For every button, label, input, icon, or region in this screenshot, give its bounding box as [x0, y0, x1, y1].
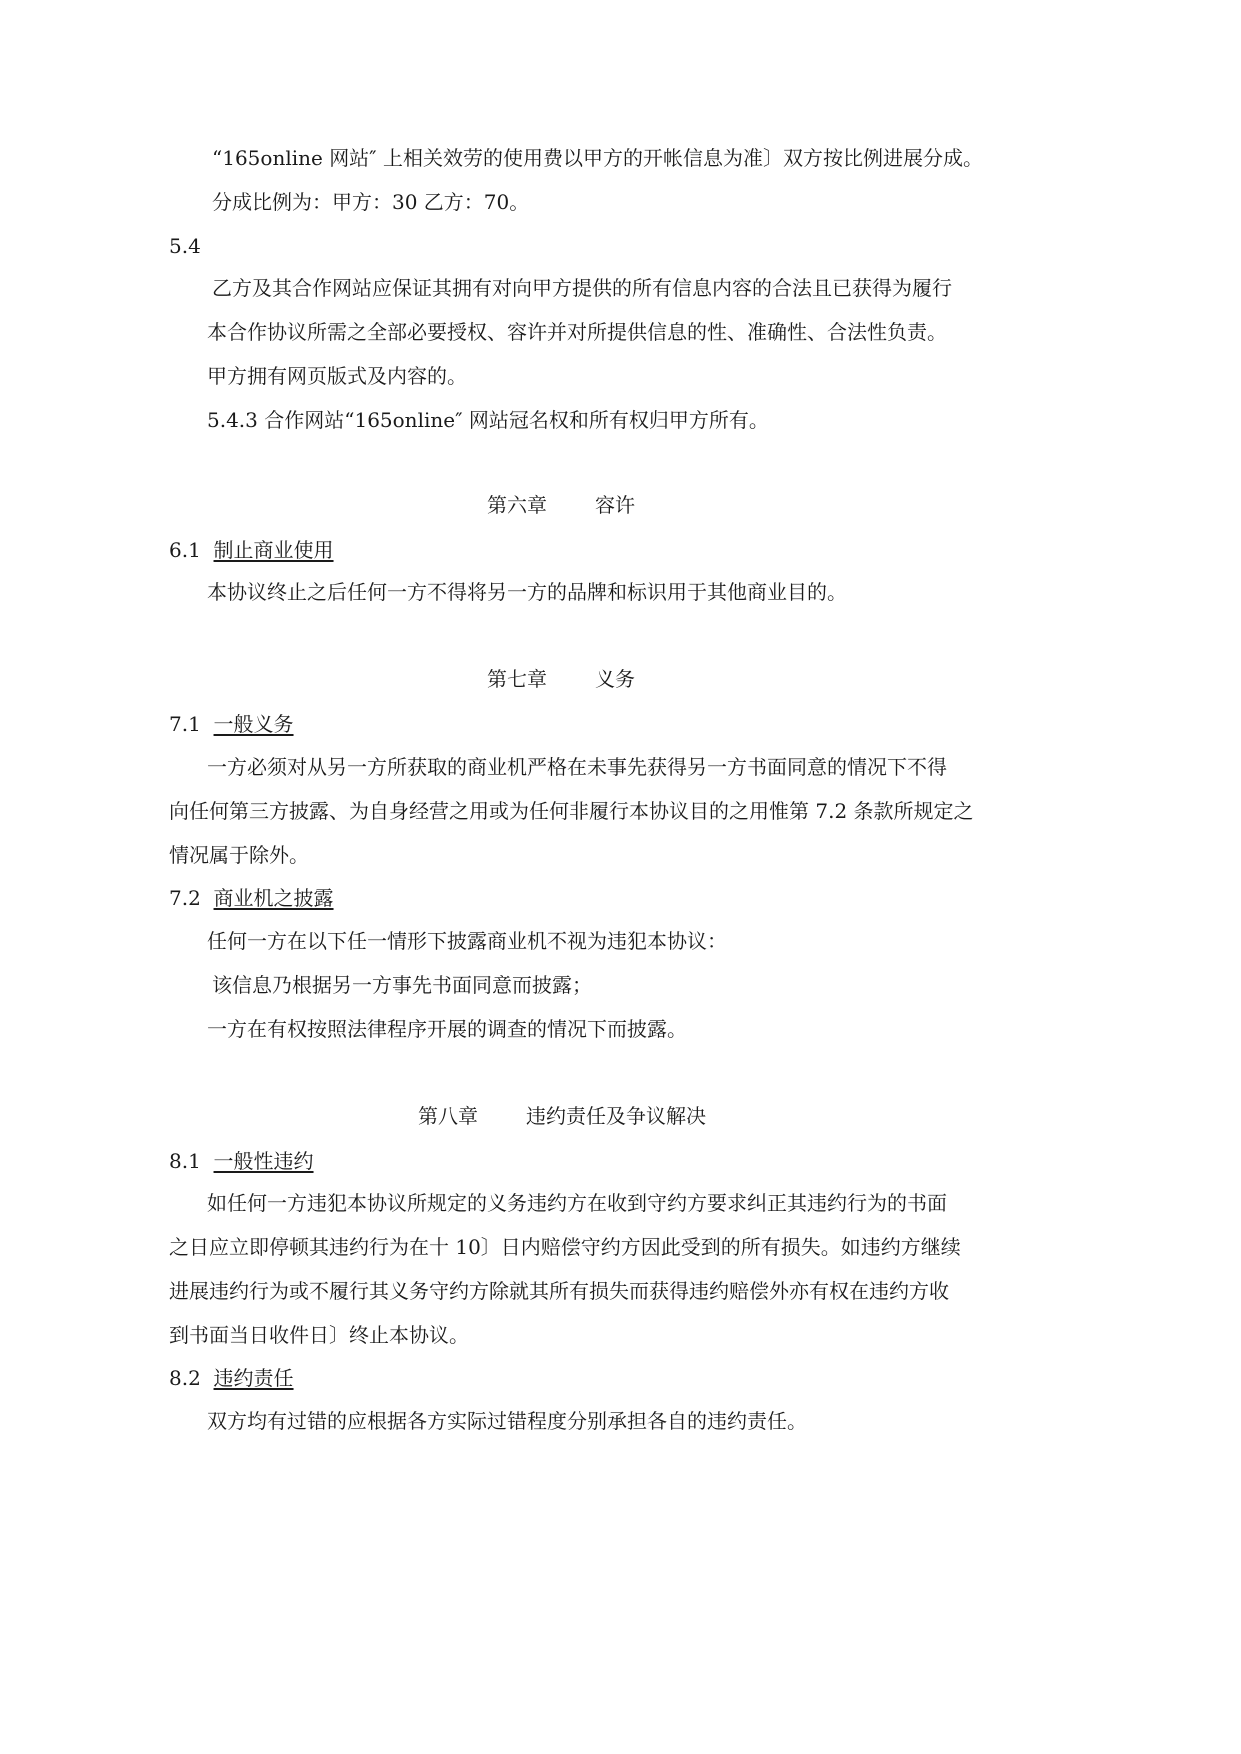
chapter-title: 容许: [595, 493, 635, 517]
paragraph-line: 该信息乃根据另一方事先书面同意而披露；: [212, 973, 592, 997]
section-heading: [169, 1364, 294, 1392]
paragraph-line: 进展违约行为或不履行其义务守约方除就其所有损失而获得违约赔偿外亦有权在违约方收: [169, 1279, 949, 1303]
paragraph-line: 到书面当日收件日〕终止本协议。: [169, 1323, 469, 1347]
section-heading: [169, 536, 334, 564]
paragraph-line: 如任何一方违犯本协议所规定的义务违约方在收到守约方要求纠正其违约行为的书面: [207, 1191, 947, 1215]
section-title: 一般性违约: [213, 1149, 314, 1173]
section-title: 制止商业使用: [213, 538, 334, 562]
paragraph-line: 本合作协议所需之全部必要授权、容许并对所提供信息的性、准确性、合法性负责。: [207, 320, 947, 344]
chapter-heading: [487, 665, 635, 693]
section-number: 5.4: [169, 234, 201, 258]
paragraph-line: 本协议终止之后任何一方不得将另一方的品牌和标识用于其他商业目的。: [207, 580, 847, 604]
chapter-title: 违约责任及争议解决: [526, 1104, 706, 1128]
section-title: 商业机之披露: [213, 886, 334, 910]
paragraph-line: 情况属于除外。: [169, 843, 309, 867]
section-number: 8.1: [169, 1149, 201, 1173]
chapter-number: 第六章: [487, 493, 547, 517]
paragraph-line: “165online 网站″ 上相关效劳的使用费以甲方的开帐信息为准〕双方按比例进展分成。: [212, 146, 984, 170]
paragraph-line: 乙方及其合作网站应保证其拥有对向甲方提供的所有信息内容的合法且已获得为履行: [212, 276, 952, 300]
section-number: 6.1: [169, 538, 201, 562]
paragraph-line: 一方必须对从另一方所获取的商业机严格在未事先获得另一方书面同意的情况下不得: [207, 755, 947, 779]
paragraph-line: 一方在有权按照法律程序开展的调查的情况下而披露。: [207, 1017, 687, 1041]
section-number: 8.2: [169, 1366, 201, 1390]
section-title: 一般义务: [213, 712, 294, 736]
section-number: 7.2: [169, 886, 201, 910]
chapter-title: 义务: [595, 667, 635, 691]
section-heading: [169, 884, 334, 912]
section-number: 7.1: [169, 712, 201, 736]
paragraph-line: 5.4.3 合作网站“165online″ 网站冠名权和所有权归甲方所有。: [207, 408, 769, 432]
paragraph-line: 之日应立即停顿其违约行为在十 10〕日内赔偿守约方因此受到的所有损失。如违约方继续: [169, 1235, 961, 1259]
chapter-number: 第七章: [487, 667, 547, 691]
paragraph-line: 任何一方在以下任一情形下披露商业机不视为违犯本协议：: [207, 929, 727, 953]
paragraph-line: 双方均有过错的应根据各方实际过错程度分别承担各自的违约责任。: [207, 1409, 807, 1433]
section-heading: [169, 710, 294, 738]
paragraph-line: 分成比例为：甲方：30 乙方：70。: [212, 190, 530, 214]
section-heading: [169, 1147, 314, 1175]
chapter-heading: [487, 491, 635, 519]
chapter-heading: [418, 1102, 706, 1130]
section-title: 违约责任: [213, 1366, 294, 1390]
paragraph-line: 甲方拥有网页版式及内容的。: [207, 364, 467, 388]
chapter-number: 第八章: [418, 1104, 478, 1128]
paragraph-line: 向任何第三方披露、为自身经营之用或为任何非履行本协议目的之用惟第 7.2 条款所规定之: [169, 799, 974, 823]
